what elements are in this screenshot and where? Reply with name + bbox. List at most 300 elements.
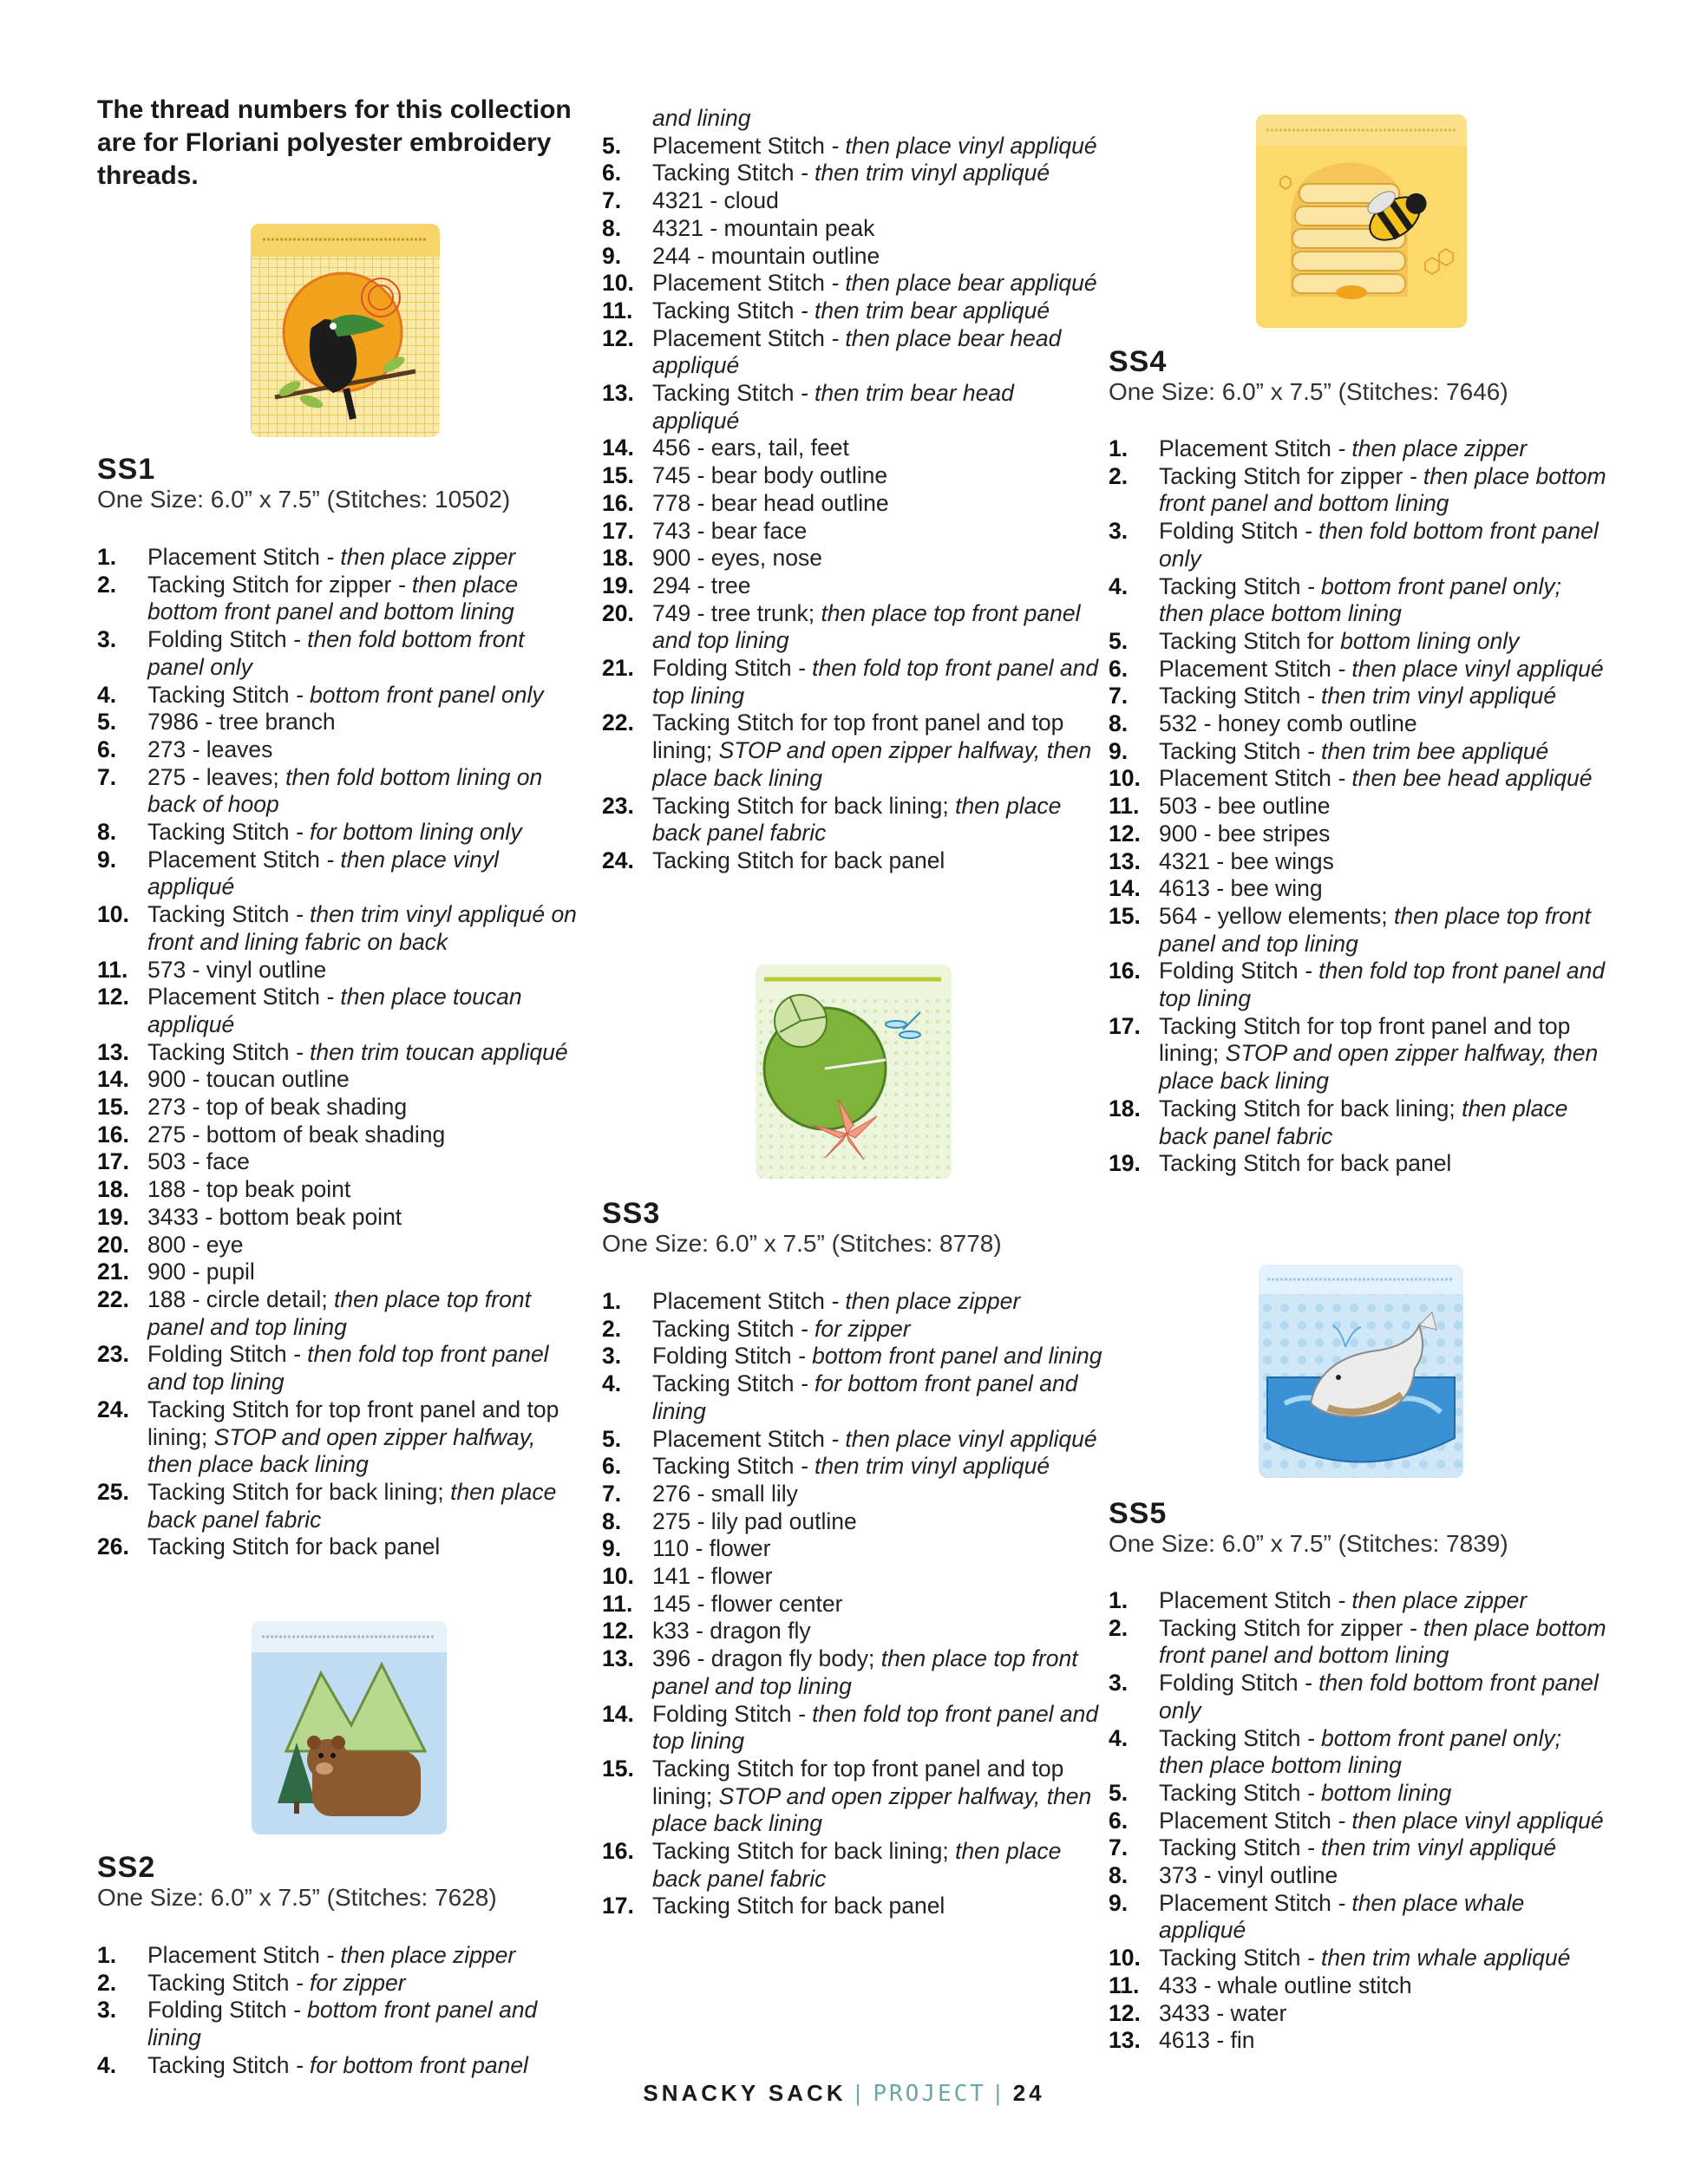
step-text-italic: - then place zipper	[824, 1288, 1021, 1314]
step-number: 2.	[97, 571, 117, 598]
step-number: 3.	[1109, 1670, 1129, 1697]
ss2-steps-continued	[602, 105, 1105, 875]
ss3-lilypad-bag-image	[756, 964, 952, 1179]
list-item	[602, 435, 1105, 462]
step-number: 25.	[97, 1478, 129, 1505]
step-number: 18.	[602, 545, 634, 572]
step-text: 4613 - fin	[1159, 2027, 1255, 2054]
step-number: 3.	[97, 626, 117, 653]
step-number: 22.	[602, 709, 634, 736]
step-number: 11.	[97, 956, 128, 983]
step-text: Tacking Stitch	[1159, 1779, 1301, 1806]
step-number: 10.	[1109, 1945, 1141, 1971]
step-number: 17.	[602, 517, 634, 544]
step-text: Tacking Stitch	[652, 380, 795, 407]
step-text-italic: - then place whale appliqué	[1159, 1889, 1525, 1944]
step-text: 456 - ears, tail, feet	[652, 435, 849, 461]
step-number: 1.	[97, 544, 117, 570]
step-number: 15.	[1109, 902, 1141, 929]
list-item	[602, 1618, 1105, 1645]
step-number: 7.	[1109, 1834, 1129, 1861]
step-number: 17.	[97, 1148, 129, 1175]
ss3-steps-list	[602, 1288, 1105, 1920]
step-text: 294 - tree	[652, 572, 751, 598]
step-text: Placement Stitch	[147, 1942, 320, 1968]
list-item	[602, 847, 1105, 875]
ss5-steps-list	[1109, 1587, 1612, 2055]
step-text-italic: - then trim bee appliqué	[1300, 737, 1549, 764]
step-text: Tacking Stitch for zipper	[1159, 462, 1403, 489]
step-text: 900 - eyes, nose	[652, 545, 822, 572]
step-number: 11.	[602, 297, 633, 324]
step-text: 900 - pupil	[147, 1259, 255, 1285]
list-item	[97, 682, 583, 709]
step-text-italic: - for bottom front panel	[289, 2051, 528, 2078]
list-item	[602, 462, 1105, 490]
list-item	[602, 215, 1105, 243]
step-text: Tacking Stitch	[1159, 1834, 1301, 1861]
list-item	[1109, 1095, 1612, 1150]
list-item	[1109, 1862, 1612, 1890]
step-text: 275 - bottom of beak shading	[147, 1121, 446, 1148]
step-text: 503 - face	[147, 1148, 250, 1175]
step-number: 11.	[602, 1590, 633, 1617]
step-number: 9.	[1109, 737, 1129, 764]
list-item	[602, 1453, 1105, 1481]
step-number: 5.	[1109, 1779, 1129, 1806]
step-number: 7.	[602, 187, 622, 214]
list-item	[1109, 573, 1612, 628]
list-item	[1109, 1808, 1612, 1835]
step-text-italic: - then fold top front panel and top lining	[147, 1341, 549, 1396]
step-text: Tacking Stitch for top front panel and top lining;	[652, 709, 1064, 764]
step-number: 8.	[602, 214, 622, 241]
list-item	[602, 709, 1105, 792]
list-item	[97, 1066, 583, 1094]
step-text: Tacking Stitch for back panel	[1159, 1150, 1452, 1177]
step-number: 12.	[1109, 1999, 1141, 2026]
step-text-italic: - bottom front panel only	[289, 681, 544, 708]
step-text-italic: - then place bottom front panel and bottom lining	[147, 571, 519, 625]
list-item	[602, 1343, 1105, 1370]
step-number: 4.	[97, 681, 117, 708]
step-number: 3.	[602, 1343, 622, 1370]
list-item	[602, 1288, 1105, 1316]
ss4-size: One Size: 6.0” x 7.5” (Stitches: 7646)	[1109, 378, 1508, 405]
step-number: 5.	[1109, 627, 1129, 654]
step-text: 743 - bear face	[652, 517, 808, 544]
step-number: 8.	[1109, 1862, 1129, 1889]
step-text: 3433 - bottom beak point	[147, 1203, 402, 1230]
step-text-italic: - then trim vinyl appliqué	[794, 160, 1050, 186]
list-item	[97, 1204, 583, 1232]
step-text-italic: then place top front panel and top lining	[1159, 902, 1591, 957]
step-text: 4613 - bee wing	[1159, 875, 1323, 902]
step-text: Placement Stitch	[147, 846, 320, 873]
step-text: Tacking Stitch for back lining;	[1159, 1095, 1456, 1121]
step-number: 19.	[602, 572, 634, 598]
step-text: Tacking Stitch	[147, 1038, 290, 1065]
list-item	[1109, 738, 1612, 766]
step-text-italic: - bottom front panel only; then place bottom lining	[1159, 1724, 1561, 1779]
step-text-italic: STOP and open zipper halfway, then place back lining	[1159, 1040, 1599, 1095]
step-text-italic: STOP and open zipper halfway, then place back lining	[147, 1423, 536, 1478]
list-item	[1109, 848, 1612, 876]
ss5-title: SS5	[1109, 1497, 1168, 1530]
ss4-steps-list	[1109, 435, 1612, 1178]
step-text-italic: - then place vinyl appliqué	[824, 132, 1097, 159]
list-item	[97, 1396, 583, 1479]
step-number: 23.	[97, 1341, 129, 1368]
list-item	[602, 133, 1105, 160]
list-item	[97, 1176, 583, 1204]
step-number: 15.	[602, 1755, 634, 1782]
step-number: 15.	[602, 462, 634, 489]
step-text: Folding Stitch	[1159, 518, 1299, 545]
step-number: 8.	[97, 819, 117, 846]
step-text: Folding Stitch	[147, 626, 287, 653]
step-text: 3433 - water	[1159, 1999, 1287, 2026]
step-text-italic: STOP and open zipper halfway, then place back lining	[652, 1782, 1092, 1837]
step-number: 6.	[97, 736, 117, 762]
list-item	[97, 984, 583, 1038]
step-text-italic: - then trim toucan appliqué	[289, 1038, 568, 1065]
list-item	[97, 1121, 583, 1149]
list-item	[602, 1481, 1105, 1508]
step-number: 13.	[1109, 2027, 1141, 2054]
step-text: Tacking Stitch for back lining;	[652, 1838, 949, 1865]
step-text: Folding Stitch	[147, 1341, 287, 1368]
step-text: 900 - bee stripes	[1159, 820, 1331, 847]
step-number: 12.	[97, 984, 129, 1010]
list-item	[602, 1645, 1105, 1700]
step-text-italic: - for bottom front panel and lining	[652, 1370, 1078, 1424]
list-item	[97, 1341, 583, 1396]
step-text: 275 - lily pad outline	[652, 1507, 857, 1534]
step-text: Tacking Stitch for back panel	[147, 1533, 441, 1560]
step-text: 275 - leaves;	[147, 763, 279, 790]
step-number: 13.	[602, 380, 634, 407]
list-item	[602, 490, 1105, 518]
step-number: 12.	[602, 324, 634, 351]
step-number: 20.	[602, 599, 634, 626]
list-item	[602, 1508, 1105, 1536]
step-number: 6.	[1109, 1807, 1129, 1834]
step-text-italic: - for zipper	[794, 1315, 911, 1342]
list-item	[97, 1232, 583, 1259]
list-item	[602, 1370, 1105, 1425]
list-item	[1109, 435, 1612, 463]
step-text: Placement Stitch	[1159, 1587, 1331, 1613]
step-number: 24.	[602, 847, 634, 873]
list-item	[97, 764, 583, 819]
list-item	[1109, 1890, 1612, 1945]
list-item	[602, 298, 1105, 325]
step-number: 12.	[1109, 820, 1141, 847]
step-text-italic: - then place zipper	[1331, 435, 1528, 461]
step-number: 13.	[97, 1038, 129, 1065]
step-text-italic: - for zipper	[289, 1969, 406, 1996]
step-text: 396 - dragon fly body;	[652, 1645, 875, 1672]
list-item	[97, 1259, 583, 1286]
step-text-italic: then place top front panel and top lining	[652, 1645, 1078, 1699]
list-item	[1109, 1615, 1612, 1670]
list-item	[1109, 1725, 1612, 1780]
ss2-title: SS2	[97, 1851, 156, 1884]
step-text: Placement Stitch	[1159, 1889, 1331, 1916]
list-item	[97, 1148, 583, 1176]
step-text-italic: - then trim vinyl appliqué	[1300, 1834, 1557, 1861]
step-text: Placement Stitch	[1159, 765, 1331, 792]
ss1-toucan-bag-image	[251, 224, 440, 437]
page-number: 24	[1012, 2080, 1045, 2106]
step-number: 10.	[602, 1563, 634, 1590]
step-text-italic: - then place zipper	[319, 544, 516, 570]
list-item	[602, 600, 1105, 655]
step-number: 16.	[602, 1838, 634, 1865]
step-text: 503 - bee outline	[1159, 793, 1331, 820]
list-item	[1109, 1780, 1612, 1808]
step-number: 19.	[97, 1203, 129, 1230]
step-number: 1.	[97, 1942, 117, 1968]
step-text-italic: then place back panel fabric	[1159, 1095, 1568, 1149]
step-text: Tacking Stitch for top front panel and top lining;	[1159, 1012, 1571, 1067]
list-item	[1109, 793, 1612, 821]
step-text-italic: - then trim whale appliqué	[1300, 1945, 1571, 1971]
step-number: 10.	[602, 270, 634, 297]
step-text: Placement Stitch	[147, 544, 320, 570]
ss2-steps-list	[97, 1942, 583, 2080]
list-item	[1109, 683, 1612, 710]
step-number: 5.	[602, 132, 622, 159]
step-number: 18.	[1109, 1095, 1141, 1121]
list-item	[1109, 765, 1612, 793]
step-text: Tacking Stitch	[1159, 1945, 1301, 1971]
list-item	[602, 160, 1105, 187]
step-number: 9.	[1109, 1889, 1129, 1916]
list-item	[602, 1591, 1105, 1618]
step-text: Folding Stitch	[147, 1997, 287, 2024]
intro-text: The thread numbers for this collection are for Floriani polyester embroidery threads.	[97, 95, 572, 190]
step-text: Placement Stitch	[147, 984, 320, 1010]
list-item	[97, 847, 583, 901]
step-number: 2.	[602, 1315, 622, 1342]
step-text: 433 - whale outline stitch	[1159, 1971, 1412, 1998]
step-text-italic: - then place vinyl appliqué	[1331, 1807, 1604, 1834]
step-text: 110 - flower	[652, 1535, 771, 1562]
list-item	[602, 187, 1105, 215]
step-number: 1.	[1109, 1587, 1129, 1613]
list-item	[1109, 821, 1612, 848]
step-text: Folding Stitch	[1159, 958, 1299, 984]
step-text: Folding Stitch	[652, 1700, 792, 1727]
step-text-italic: - then fold top front panel and top lining	[1159, 958, 1606, 1012]
list-item	[97, 1970, 583, 1998]
list-item	[602, 1426, 1105, 1454]
step-number: 18.	[97, 1176, 129, 1203]
step-text: Tacking Stitch for back lining;	[652, 792, 949, 819]
step-text: 244 - mountain outline	[652, 242, 880, 269]
list-item	[602, 572, 1105, 600]
step-text-italic: - then place vinyl appliqué	[824, 1425, 1097, 1452]
list-item	[97, 544, 583, 572]
footer-section: PROJECT	[873, 2081, 986, 2107]
step-text: Placement Stitch	[1159, 655, 1331, 682]
step-number: 14.	[602, 1700, 634, 1727]
step-text: 141 - flower	[652, 1563, 773, 1590]
step-text: 145 - flower center	[652, 1590, 843, 1617]
ss3-title: SS3	[602, 1197, 661, 1230]
step-text: Folding Stitch	[1159, 1670, 1299, 1697]
footer-title: SNACKY SACK	[643, 2080, 847, 2106]
list-item	[1109, 1013, 1612, 1095]
list-item	[602, 1756, 1105, 1838]
step-text-italic: - then trim vinyl appliqué	[794, 1453, 1050, 1480]
list-item	[97, 572, 583, 626]
step-number: 5.	[97, 709, 117, 736]
step-text: Placement Stitch	[652, 324, 825, 351]
step-number: 16.	[1109, 958, 1141, 984]
step-text: 800 - eye	[147, 1231, 244, 1258]
list-item	[602, 655, 1105, 709]
step-text-italic: bottom lining only	[1333, 627, 1520, 654]
step-text: Tacking Stitch	[652, 1315, 795, 1342]
step-number: 3.	[1109, 518, 1129, 545]
step-text-italic: - then place zipper	[319, 1942, 516, 1968]
step-text: Tacking Stitch for back lining;	[147, 1478, 444, 1505]
step-text-italic: - bottom lining	[1300, 1779, 1452, 1806]
ss2-bear-bag-image	[252, 1621, 447, 1834]
list-item	[602, 243, 1105, 271]
step-text: 373 - vinyl outline	[1159, 1862, 1338, 1889]
list-item	[1109, 1945, 1612, 1972]
step-text-italic: - then fold top front panel and top lining	[652, 655, 1099, 709]
step-text: Placement Stitch	[652, 132, 825, 159]
list-item	[602, 1535, 1105, 1563]
list-item	[97, 709, 583, 736]
step-text: 273 - top of beak shading	[147, 1094, 408, 1121]
step-text-italic: - bottom front panel only; then place bottom lining	[1159, 572, 1561, 627]
step-text: Tacking Stitch	[1159, 1724, 1301, 1751]
list-item	[97, 736, 583, 764]
step-text-italic: STOP and open zipper halfway, then place back lining	[652, 737, 1092, 791]
step-text: Placement Stitch	[1159, 1807, 1331, 1834]
step-number: 6.	[602, 1453, 622, 1480]
step-text: k33 - dragon fly	[652, 1618, 811, 1645]
step-number: 7.	[1109, 683, 1129, 709]
step-text: Tacking Stitch	[652, 1453, 795, 1480]
list-item	[1109, 958, 1612, 1012]
step-text-italic: - then place bottom front panel and bottom lining	[1159, 1614, 1606, 1669]
list-item	[602, 270, 1105, 298]
step-text: Tacking Stitch	[147, 681, 290, 708]
step-text: Tacking Stitch	[147, 2051, 290, 2078]
step-number: 11.	[1109, 793, 1140, 820]
step-text-italic: - then fold bottom front panel only	[1159, 1670, 1599, 1723]
list-item	[1109, 875, 1612, 903]
step-number: 5.	[602, 1425, 622, 1452]
step-text: 4321 - bee wings	[1159, 847, 1334, 874]
ss5-size: One Size: 6.0” x 7.5” (Stitches: 7839)	[1109, 1530, 1508, 1557]
step-number: 21.	[97, 1259, 129, 1285]
step-number: 16.	[97, 1121, 129, 1148]
step-number: 13.	[1109, 847, 1141, 874]
step-text: Folding Stitch	[652, 1343, 792, 1370]
step-text-italic: - then trim bear head appliqué	[652, 380, 1014, 434]
list-item	[602, 1838, 1105, 1893]
step-number: 22.	[97, 1285, 129, 1312]
step-text: 4321 - cloud	[652, 187, 779, 214]
step-text: Tacking Stitch for back panel	[652, 1893, 945, 1919]
step-number: 1.	[1109, 435, 1129, 461]
step-number: 9.	[97, 846, 117, 873]
step-text-italic: - then place vinyl appliqué	[147, 846, 500, 900]
step-text: 7986 - tree branch	[147, 709, 336, 736]
footer-separator: |	[854, 2080, 865, 2106]
step-number: 2.	[97, 1969, 117, 1996]
step-number: 9.	[602, 1535, 622, 1562]
step-number: 8.	[1109, 710, 1129, 737]
list-item	[97, 1997, 583, 2051]
list-item	[1109, 903, 1612, 958]
step-text: Tacking Stitch	[1159, 737, 1301, 764]
list-item	[97, 2052, 583, 2080]
list-item	[602, 325, 1105, 380]
step-number: 17.	[602, 1893, 634, 1919]
step-text-italic: - for bottom lining only	[289, 819, 522, 846]
step-text: 778 - bear head outline	[652, 489, 889, 516]
list-item	[97, 626, 583, 681]
step-text-italic: - then fold top front panel and top lining	[652, 1700, 1099, 1755]
step-number: 14.	[602, 435, 634, 461]
step-number: 6.	[602, 160, 622, 186]
list-item	[602, 1701, 1105, 1756]
list-item	[602, 545, 1105, 572]
step-text: Tacking Stitch	[1159, 683, 1301, 709]
list-item	[97, 1039, 583, 1067]
list-item	[1109, 628, 1612, 656]
step-number: 12.	[602, 1618, 634, 1645]
step-text: Tacking Stitch for back panel	[652, 847, 945, 873]
step-number: 9.	[602, 242, 622, 269]
list-item	[97, 1286, 583, 1341]
step-text: Tacking Stitch	[1159, 572, 1301, 599]
step-text: Placement Stitch	[652, 1425, 825, 1452]
list-item	[602, 1893, 1105, 1920]
step-text-italic: - bottom front panel and lining	[791, 1343, 1102, 1370]
step-text-italic: - then trim bear appliqué	[794, 297, 1050, 324]
step-number: 10.	[1109, 765, 1141, 792]
list-item	[1109, 1670, 1612, 1724]
step-text-italic: - then fold bottom front panel only	[1159, 518, 1599, 572]
ss2-size: One Size: 6.0” x 7.5” (Stitches: 7628)	[97, 1884, 497, 1911]
step-number: 15.	[97, 1094, 129, 1121]
step-text: Tacking Stitch for	[1159, 627, 1334, 654]
step-text-italic: then place back panel fabric	[652, 1838, 1062, 1892]
step-number: 7.	[97, 763, 117, 790]
list-item	[97, 901, 583, 956]
step-number: 8.	[602, 1507, 622, 1534]
step-number: 3.	[97, 1997, 117, 2024]
step-number: 6.	[1109, 655, 1129, 682]
list-item	[1109, 1150, 1612, 1178]
list-item	[1109, 1972, 1612, 2000]
step-number: 14.	[97, 1066, 129, 1093]
step-text: Tacking Stitch for zipper	[147, 571, 392, 598]
list-item	[602, 793, 1105, 847]
step-number: 2.	[1109, 1614, 1129, 1641]
step-text: Tacking Stitch	[147, 901, 290, 928]
